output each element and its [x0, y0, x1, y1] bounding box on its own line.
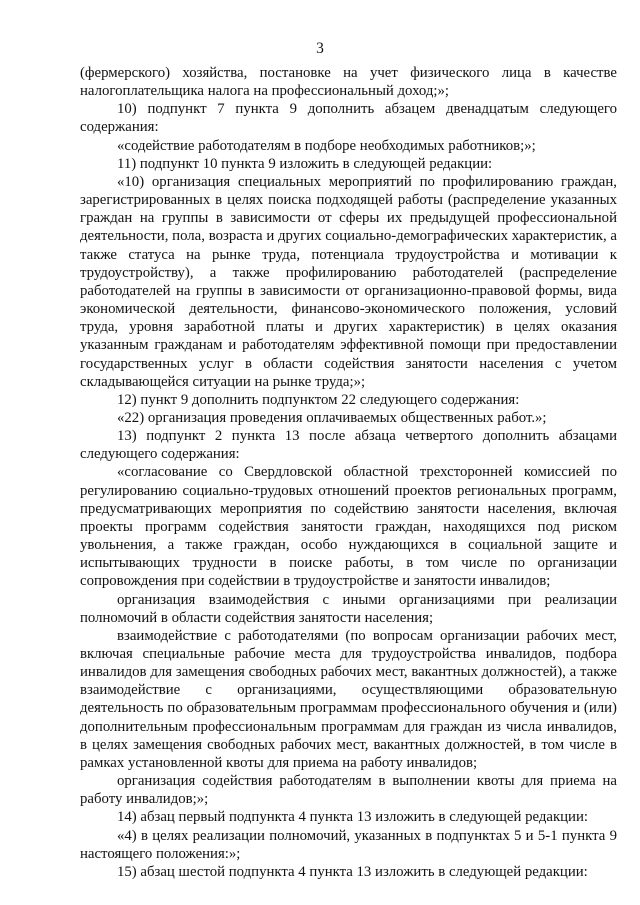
- paragraph-15: 15) абзац шестой подпункта 4 пункта 13 изложить в следующей редакции:: [117, 863, 588, 880]
- page-number: 3: [316, 40, 324, 57]
- paragraph-7: «22) организация проведения оплачиваемых общественных работ.»;: [117, 409, 547, 426]
- paragraph-8: 13) подпункт 2 пункта 13 после абзаца четвертого дополнить абзацами следующего содержания:: [80, 428, 617, 463]
- paragraph-11: взаимодействие с работодателями (по вопросам организации рабочих мест, включая специальные рабочие места для трудоустройства инвалидов, подбора инвалидов для замещения свободных рабочих мест, вакантных должностей), а также взаимодействие с организациями, осуществляющими образовательную деятельность по образовательным программам профессионального обучения и (или) дополнительным профессиональным программам для граждан из числа инвалидов, в целях замещения свободных рабочих мест, вакантных должностей, в том числе в рамках установленной квоты для приема на работу инвалидов;: [80, 627, 617, 771]
- paragraph-9: «согласование со Свердловской областной трехсторонней комиссией по регулированию социально-трудовых отношений проектов региональных программ, предусматривающих мероприятия по содействию занятости населения, включая проекты программ содействия занятости граждан, находящихся под риском увольнения, а также граждан, особо нуждающихся в социальной защите и испытывающих трудности в поиске работы, в том числе по организации сопровождения при содействии в трудоустройстве и занятости инвалидов;: [80, 464, 617, 590]
- paragraph-4: 11) подпункт 10 пункта 9 изложить в следующей редакции:: [117, 155, 493, 172]
- paragraph-10: организация взаимодействия с иными организациями при реализации полномочий в области содействия занятости населения;: [80, 591, 617, 626]
- paragraph-1: (фермерского) хозяйства, постановке на учет физического лица в качестве налогоплательщика налога на профессиональный доход;»;: [80, 65, 617, 100]
- paragraph-5: «10) организация специальных мероприятий по профилированию граждан, зарегистрированных в целях поиска подходящей работы (распределение указанных граждан на группы в зависимости от сферы их предыдущей профессиональной деятельности, пола, возраста и других социально-демографических характеристик, а также статуса на рынке труда, потенциала трудоустройства и мотивации к трудоустройству), а также профилированию работодателей (распределение работодателей на группы в зависимости от организационно-правовой формы, вида экономической деятельности, финансово-экономического положения, условий труда, уровня заработной платы и других характеристик) в целях оказания указанным гражданам и работодателям эффективной помощи при предоставлении государственных услуг в области содействия занятости населения с учетом складывающейся ситуации на рынке труда;»;: [80, 173, 617, 390]
- paragraph-14: «4) в целях реализации полномочий, указанных в подпунктах 5 и 5-1 пункта 9 настоящего положения:»;: [80, 827, 617, 862]
- document-body: [80, 64, 617, 881]
- paragraph-13: 14) абзац первый подпункта 4 пункта 13 изложить в следующей редакции:: [117, 809, 589, 826]
- paragraph-6: 12) пункт 9 дополнить подпунктом 22 следующего содержания:: [117, 391, 520, 408]
- paragraph-12: организация содействия работодателям в выполнении квоты для приема на работу инвалидов;»;: [80, 773, 617, 808]
- paragraph-3: «содействие работодателям в подборе необходимых работников;»;: [117, 137, 536, 154]
- paragraph-2: 10) подпункт 7 пункта 9 дополнить абзацем двенадцатым следующего содержания:: [80, 101, 617, 136]
